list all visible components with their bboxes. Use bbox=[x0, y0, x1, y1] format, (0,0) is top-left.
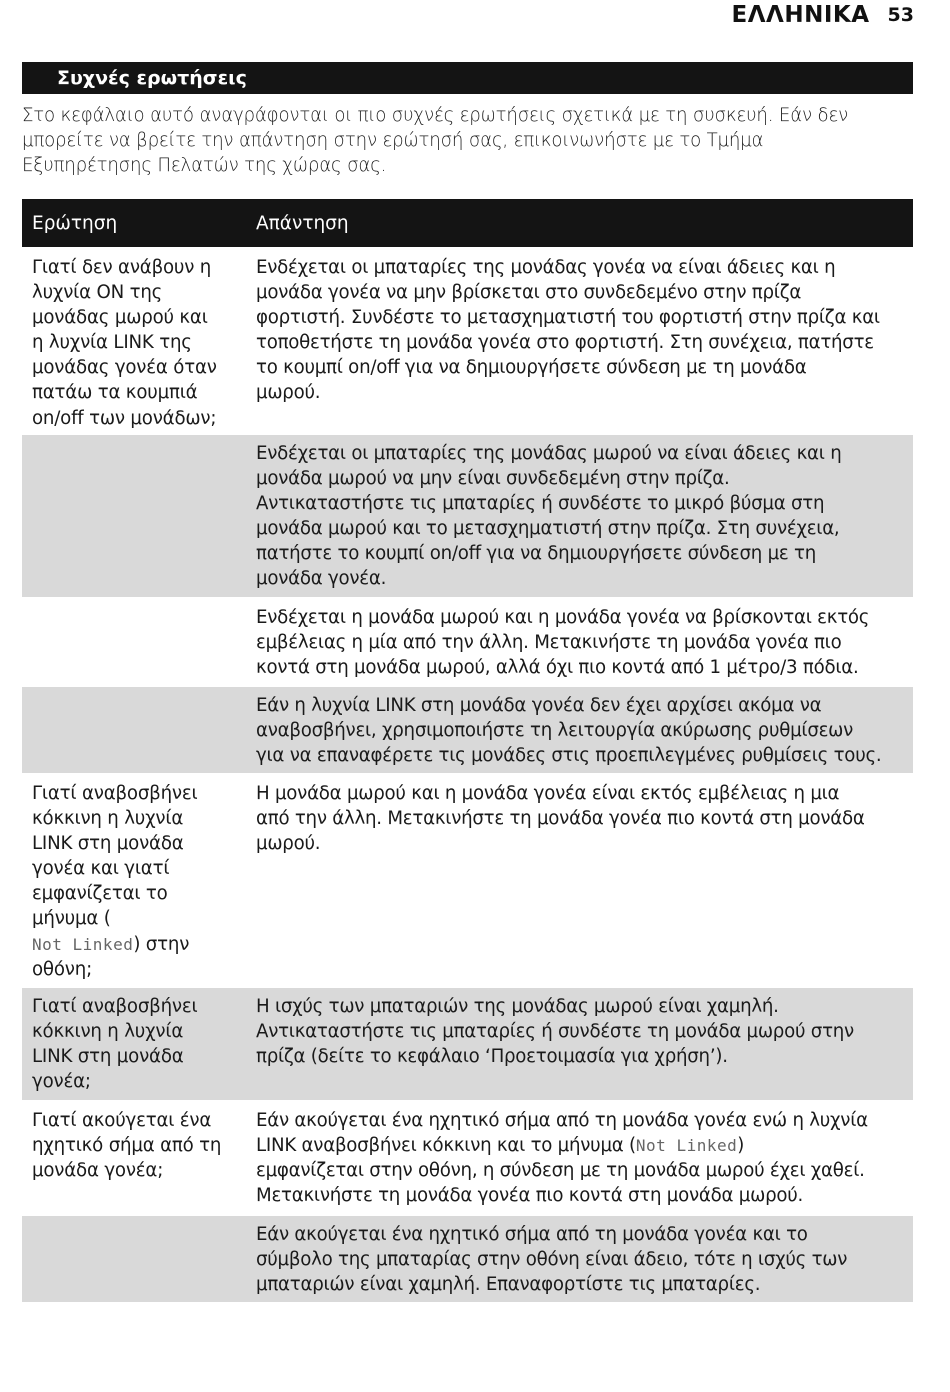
question-line: Γιατί αναβοσβήνει bbox=[32, 996, 198, 1017]
table-row bbox=[22, 247, 913, 433]
answer-line: Ενδέχεται οι μπαταρίες της μονάδας γονέα να είναι άδειες και η bbox=[256, 257, 836, 278]
question-line: πατάω τα κουμπιά bbox=[32, 382, 198, 404]
intro-line: Εξυπηρέτησης Πελατών της χώρας σας. bbox=[22, 155, 387, 176]
question-cell bbox=[22, 249, 256, 433]
answer-line: για να επαναφέρετε τις μονάδες στις προεπιλεγμένες ρυθμίσεις τους. bbox=[256, 745, 882, 767]
question-line: κόκκινη η λυχνία bbox=[32, 808, 184, 830]
answer-line: Αντικαταστήστε τις μπαταρίες ή συνδέστε τη μονάδα μωρού στην bbox=[256, 1021, 854, 1043]
table-row bbox=[22, 433, 913, 597]
question-cell bbox=[22, 435, 256, 597]
answer-column-header: Απάντηση bbox=[256, 212, 349, 234]
answer-line: Η μονάδα μωρού και η μονάδα γονέα είναι εκτός εμβέλειας η μια bbox=[256, 783, 840, 804]
question-line: οθόνη; bbox=[32, 958, 92, 980]
lcd-message-not-linked: Not Linked bbox=[635, 1136, 738, 1156]
question-line: ηχητικό σήμα από τη bbox=[32, 1135, 222, 1157]
question-line: Not Linked) στην bbox=[32, 933, 190, 955]
question-line: κόκκινη η λυχνία bbox=[32, 1021, 184, 1043]
answer-cell bbox=[256, 599, 913, 685]
question-line: LINK στη μονάδα bbox=[32, 833, 184, 855]
answer-line: μονάδα μωρού και το μετασχηματιστή στην πρίζα. Στη συνέχεια, bbox=[256, 518, 840, 540]
answer-line: Εάν ακούγεται ένα ηχητικό σήμα από τη μονάδα γονέα και το bbox=[256, 1224, 808, 1245]
faq-table-header bbox=[22, 199, 913, 247]
answer-line: Εάν ακούγεται ένα ηχητικό σήμα από τη μονάδα γονέα ενώ η λυχνία bbox=[256, 1110, 868, 1131]
question-line: LINK στη μονάδα bbox=[32, 1046, 184, 1068]
question-line: Γιατί αναβοσβήνει bbox=[32, 783, 198, 804]
page-header bbox=[732, 0, 914, 30]
answer-cell bbox=[256, 1216, 913, 1302]
language-label: ΕΛΛΗΝΙΚΑ bbox=[731, 2, 870, 28]
answer-line: εμβέλειας η μία από την άλλη. Μετακινήστε τη μονάδα γονέα πιο bbox=[256, 632, 842, 654]
question-cell bbox=[22, 775, 256, 986]
answer-line: μονάδα γονέα να μην βρίσκεται στο συνδεδεμένο στην πρίζα bbox=[256, 282, 802, 304]
answer-cell bbox=[256, 775, 913, 986]
answer-line: τοποθετήστε τη μονάδα γονέα στο φορτιστή. Στη συνέχεια, πατήστε bbox=[256, 332, 874, 354]
answer-line: Εάν η λυχνία LINK στη μονάδα γονέα δεν έχει αρχίσει ακόμα να bbox=[256, 695, 822, 716]
intro-line: Στο κεφάλαιο αυτό αναγράφονται οι πιο συχνές ερωτήσεις σχετικά με τη συσκευή. Εάν δεν bbox=[22, 105, 849, 126]
question-line: on/off των μονάδων; bbox=[32, 407, 217, 429]
answer-line: μπαταριών είναι χαμηλή. Επαναφορτίστε τις μπαταρίες. bbox=[256, 1274, 761, 1296]
section-title-bar bbox=[22, 62, 913, 94]
table-row bbox=[22, 773, 913, 986]
answer-cell bbox=[256, 1102, 913, 1214]
question-cell bbox=[22, 599, 256, 685]
table-row bbox=[22, 986, 913, 1100]
answer-line: Η ισχύς των μπαταριών της μονάδας μωρού είναι χαμηλή. bbox=[256, 996, 779, 1017]
question-line: μονάδα γονέα; bbox=[32, 1160, 164, 1182]
answer-line: μωρού. bbox=[256, 833, 321, 855]
answer-line: μονάδα μωρού να μην είναι συνδεδεμένη στην πρίζα. bbox=[256, 468, 730, 490]
answer-line: εμφανίζεται στην οθόνη, η σύνδεση με τη μονάδα μωρού έχει χαθεί. bbox=[256, 1160, 865, 1182]
question-cell bbox=[22, 1102, 256, 1214]
answer-cell bbox=[256, 249, 913, 433]
answer-line: Ενδέχεται οι μπαταρίες της μονάδας μωρού να είναι άδειες και η bbox=[256, 443, 842, 464]
lcd-message-not-linked: Not Linked bbox=[32, 934, 134, 954]
answer-line: Ενδέχεται η μονάδα μωρού και η μονάδα γονέα να βρίσκονται εκτός bbox=[256, 607, 870, 628]
faq-table-body bbox=[22, 247, 913, 1302]
question-cell bbox=[22, 1216, 256, 1302]
answer-line: πρίζα (δείτε το κεφάλαιο ‘Προετοιμασία για χρήση’). bbox=[256, 1046, 728, 1068]
question-line: λυχνία ON της bbox=[32, 282, 163, 304]
question-line: Γιατί δεν ανάβουν η bbox=[32, 257, 212, 278]
question-line: μονάδας γονέα όταν bbox=[32, 357, 217, 379]
question-line: η λυχνία LINK της bbox=[32, 332, 192, 354]
answer-line: σύμβολο της μπαταρίας στην οθόνη είναι άδειο, τότε η ισχύς των bbox=[256, 1249, 848, 1271]
answer-line: LINK αναβοσβήνει κόκκινη και το μήνυμα (Not Linked) bbox=[256, 1135, 745, 1157]
answer-line: αναβοσβήνει, χρησιμοποιήστε τη λειτουργία ακύρωσης ρυθμίσεων bbox=[256, 720, 854, 742]
answer-line: μωρού. bbox=[256, 382, 321, 404]
section-title: Συχνές ερωτήσεις bbox=[57, 67, 247, 89]
table-row bbox=[22, 685, 913, 773]
answer-line: Μετακινήστε τη μονάδα γονέα πιο κοντά στη μονάδα μωρού. bbox=[256, 1185, 804, 1207]
table-row bbox=[22, 1100, 913, 1214]
question-line: εμφανίζεται το bbox=[32, 883, 168, 905]
intro-paragraph bbox=[22, 103, 913, 178]
answer-line: μονάδα γονέα. bbox=[256, 568, 387, 590]
page-number: 53 bbox=[887, 4, 914, 26]
intro-line: μπορείτε να βρείτε την απάντηση στην ερώτησή σας, επικοινωνήστε με το Τμήμα bbox=[22, 130, 764, 151]
answer-line: Αντικαταστήστε τις μπαταρίες ή συνδέστε το μικρό βύσμα στη bbox=[256, 493, 825, 515]
answer-cell bbox=[256, 435, 913, 597]
question-cell bbox=[22, 988, 256, 1100]
faq-table bbox=[22, 199, 913, 1302]
question-line: γονέα; bbox=[32, 1071, 91, 1093]
answer-line: το κουμπί on/off για να δημιουργήσετε σύνδεση με τη μονάδα bbox=[256, 357, 807, 379]
question-column-header: Ερώτηση bbox=[32, 212, 118, 234]
table-row bbox=[22, 597, 913, 685]
answer-line: από την άλλη. Μετακινήστε τη μονάδα γονέα πιο κοντά στη μονάδα bbox=[256, 808, 865, 830]
answer-cell bbox=[256, 988, 913, 1100]
answer-line: φορτιστή. Συνδέστε το μετασχηματιστή του φορτιστή στην πρίζα και bbox=[256, 307, 880, 329]
answer-cell bbox=[256, 687, 913, 773]
answer-line: κοντά στη μονάδα μωρού, αλλά όχι πιο κοντά από 1 μέτρο/3 πόδια. bbox=[256, 657, 859, 679]
question-cell bbox=[22, 687, 256, 773]
question-line: Γιατί ακούγεται ένα bbox=[32, 1110, 212, 1131]
question-line: γονέα και γιατί bbox=[32, 858, 170, 880]
table-row bbox=[22, 1214, 913, 1302]
question-line: μήνυμα ( bbox=[32, 908, 111, 930]
answer-line: πατήστε το κουμπί on/off για να δημιουργήσετε σύνδεση με τη bbox=[256, 543, 817, 565]
question-line: μονάδας μωρού και bbox=[32, 307, 208, 329]
